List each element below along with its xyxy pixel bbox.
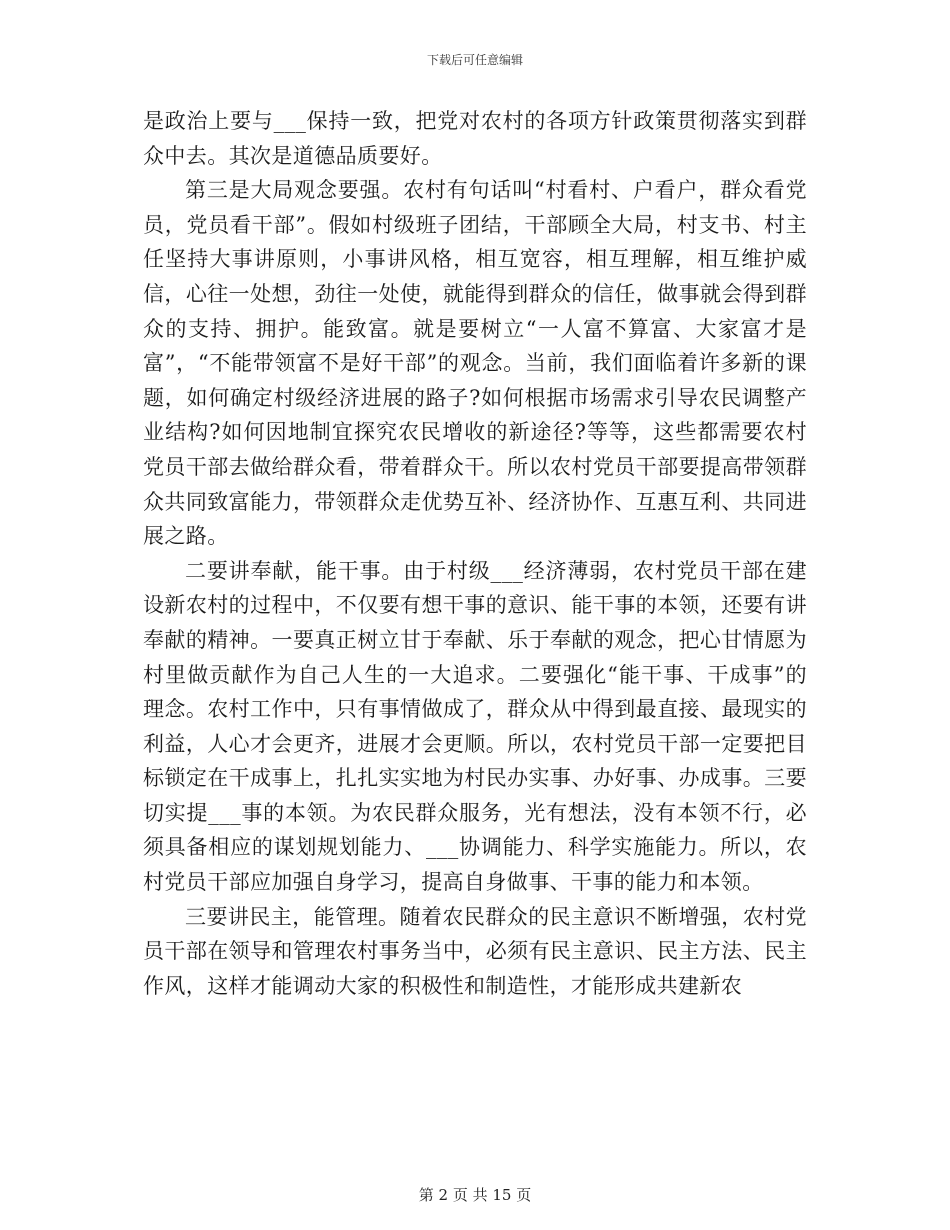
- paragraph-4: 三要讲民主，能管理。随着农民群众的民主意识不断增强，农村党员干部在领导和管理农村事务当中，必须有民主意识、民主方法、民主作风，这样才能调动大家的积极性和制造性，才能形成共建新农: [143, 904, 807, 998]
- paragraph-3: 二要讲奉献，能干事。由于村级___经济薄弱，农村党员干部在建设新农村的过程中，不仅要有想干事的意识、能干事的本领，还要有讲奉献的精神。一要真正树立甘于奉献、乐于奉献的观念，把心甘情愿为村里做贡献作为自己人生的一大追求。二要强化“能干事、干成事”的理念。农村工作中，只有事情做成了，群众从中得到最直接、最现实的利益，人心才会更齐，进展才会更顺。所以，农村党员干部一定要把目标锁定在干成事上，扎扎实实地为村民办实事、办好事、办成事。三要切实提___事的本领。为农民群众服务，光有想法，没有本领不行，必须具备相应的谋划规划能力、___协调能力、科学实施能力。所以，农村党员干部应加强自身学习，提高自身做事、干事的能力和本领。: [143, 558, 807, 895]
- paragraph-2: 第三是大局观念要强。农村有句话叫“村看村、户看户，群众看党员，党员看干部”。假如村级班子团结，干部顾全大局，村支书、村主任坚持大事讲原则，小事讲风格，相互宽容，相互理解，相互维护威信，心往一处想，劲往一处使，就能得到群众的信任，做事就会得到群众的支持、拥护。能致富。就是要树立“一人富不算富、大家富才是富”，“不能带领富不是好干部”的观念。当前，我们面临着许多新的课题，如何确定村级经济进展的路子?如何根据市场需求引导农民调整产业结构?如何因地制宜探究农民增收的新途径?等等，这些都需要农村党员干部去做给群众看，带着群众干。所以农村党员干部要提高带领群众共同致富能力，带领群众走优势互补、经济协作、互惠互利、共同进展之路。: [143, 178, 807, 549]
- paragraph-1: 是政治上要与___保持一致，把党对农村的各项方针政策贯彻落实到群众中去。其次是道德品质要好。: [143, 109, 807, 168]
- page-header-note: 下载后可任意编辑: [426, 53, 523, 67]
- page-number-footer: 第 2 页 共 15 页: [418, 1186, 532, 1204]
- document-body: [143, 104, 807, 1003]
